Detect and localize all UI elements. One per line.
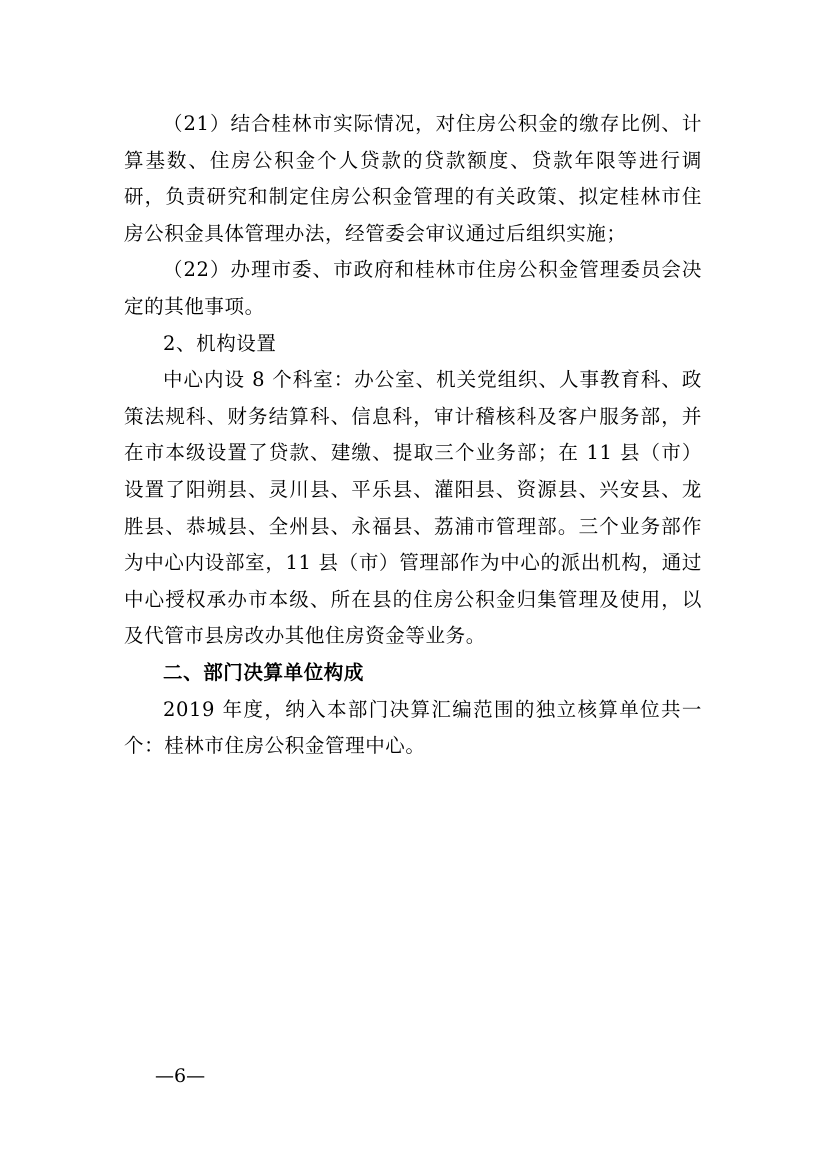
paragraph-duty-22: （22）办理市委、市政府和桂林市住房公积金管理委员会决定的其他事项。	[124, 258, 702, 318]
section-heading-units: 二、部门决算单位构成	[163, 660, 365, 684]
paragraph-org-structure: 中心内设 8 个科室：办公室、机关党组织、人事教育科、政策法规科、财务结算科、信息科，审计稽核科及客户服务部，并在市本级设置了贷款、建缴、提取三个业务部；在 11 县（市）设置了阳朔县、灵川县、平乐县、灌阳县、资源县、兴安县、龙胜县、恭城县、全州县、永福县、荔浦市管理部。三个业务部作为中心内设部室，11 县（市）管理部作为中心的派出机构，通过中心授权承办市本级、所在县的住房公积金归集管理及使用，以及代管市县房改办其他住房资金等业务。	[124, 368, 702, 648]
paragraph-duty-21: （21）结合桂林市实际情况，对住房公积金的缴存比例、计算基数、住房公积金个人贷款的贷款额度、贷款年限等进行调研，负责研究和制定住房公积金管理的有关政策、拟定桂林市住房公积金具体管理办法，经管委会审议通过后组织实施；	[124, 112, 702, 245]
page-number: —6—	[155, 1065, 206, 1087]
document-body	[124, 106, 702, 765]
paragraph-units: 2019 年度，纳入本部门决算汇编范围的独立核算单位共一个：桂林市住房公积金管理中心。	[124, 697, 702, 758]
subheading-org-structure: 2、机构设置	[163, 331, 277, 355]
